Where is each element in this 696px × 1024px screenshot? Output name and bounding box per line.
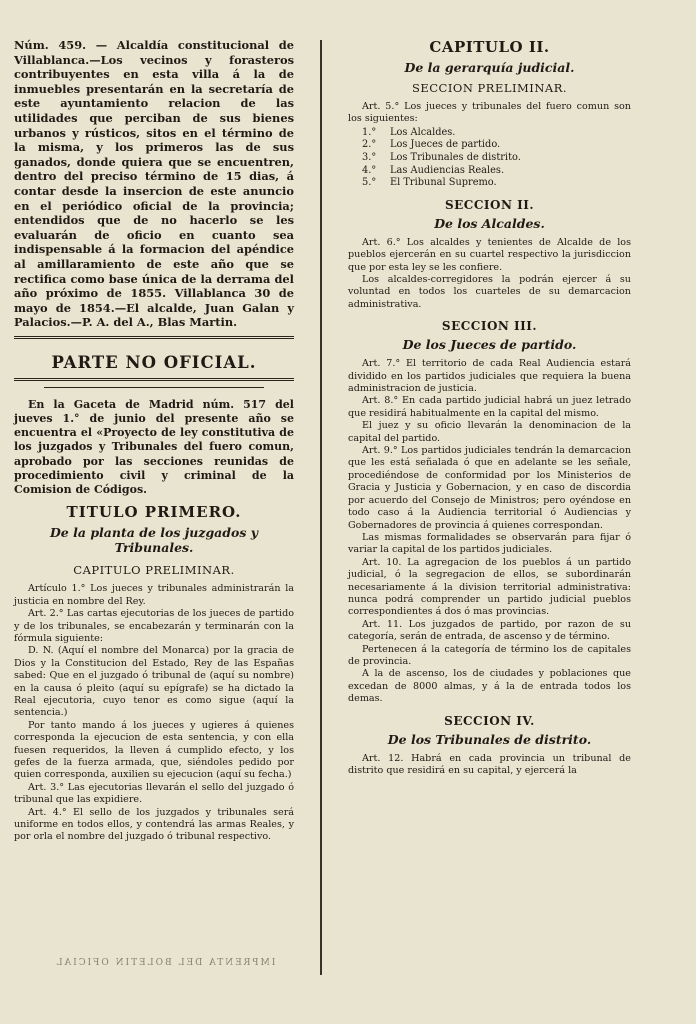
list-number: 2.°: [362, 139, 377, 151]
article-3: Art. 3.° Las ejecutorias llevarán el sello del juzgado ó tribunal que las expidiere.: [14, 781, 294, 806]
titulo-subheading: De la planta de los juzgados y Tribunales.: [49, 525, 259, 556]
formula-part-2: Por tanto mando á los jueces y ugieres á quienes corresponda la ejecucion de esta sentencia, y con ella fuesen requeridos, la lleven á cumplido efecto, y los gefes de la fuerza armada, que, siéndoles pedido por quien corresponda, auxilien su ejecucion (aquí su fecha.): [14, 719, 294, 781]
seccion-ii-subheading: De los Alcaldes.: [434, 215, 545, 231]
article-9-continued: Las mismas formalidades se observarán para fijar ó variar la capital de los partidos judiciales.: [348, 531, 631, 556]
seccion-preliminar-heading: SECCION PRELIMINAR.: [411, 81, 568, 95]
article-4: Art. 4.° El sello de los juzgados y tribunales será uniforme en todos ellos, y contendrá las armas Reales, y por orla el nombre del juzgado ó tribunal respectivo.: [14, 806, 294, 843]
list-text: Los Alcaldes.: [390, 126, 456, 138]
printer-footer: IMPRENTA DEL BOLETIN OFICIAL: [54, 958, 276, 968]
list-number: 4.°: [362, 164, 377, 176]
article-2: Art. 2.° Las cartas ejecutorias de los jueces de partido y de los tribunales, se encabezarán y terminarán con la fórmula siguiente:: [14, 608, 294, 644]
article-7: Art. 7.° El territorio de cada Real Audiencia estará dividido en los partidos judiciales que requiera la buena administracion de justicia.: [348, 358, 631, 395]
list-item: [362, 152, 631, 165]
article-11-continued: Pertenecen á la categoría de término los de capitales de provincia.: [348, 643, 631, 667]
gaceta-intro: En la Gaceta de Madrid núm. 517 del jueves 1.° de junio del presente año se encuentra el «Proyecto de ley constitutiva de los juzgados y Tribunales del fuero comun, aprobado por las secciones reunidas de procedimiento civil y criminal de la Comision de Códigos.: [14, 397, 294, 497]
seccion-ii-heading: SECCION II.: [444, 197, 535, 212]
capitulo-ii-subheading: De la gerarquía judicial.: [404, 60, 575, 75]
list-number: 5.°: [362, 177, 377, 189]
article-1: Artículo 1.° Los jueces y tribunales administrarán la justicia en nombre del Rey.: [14, 583, 294, 607]
short-rule: [44, 387, 264, 388]
list-text: Los Tribunales de distrito.: [390, 152, 521, 163]
section-divider: [14, 336, 294, 339]
article-5: Art. 5.° Los jueces y tribunales del fuero comun son los siguientes:: [348, 101, 631, 125]
article-8-continued: El juez y su oficio llevarán la denominacion de la capital del partido.: [348, 420, 631, 444]
article-9: Art. 9.° Los partidos judiciales tendrán la demarcacion que les está señalada ó que en adelante se les señale, procediéndose de conformidad por los Ministerios de Gracia y Justicia y Gobernacion, y en caso de discordia por acuerdo del Consejo de Ministros; pero oyéndose en todo caso á la Audiencia territorial ó Audiencias y Gobernadores de provincia á quienes correspondan.: [348, 445, 631, 531]
list-text: Las Audiencias Reales.: [390, 164, 505, 176]
list-item: [362, 127, 631, 140]
seccion-iii-heading: SECCION III.: [441, 319, 538, 334]
list-text: Los Jueces de partido.: [390, 139, 501, 151]
left-column: [14, 38, 294, 844]
list-item: [362, 177, 631, 190]
seccion-iv-subheading: De los Tribunales de distrito.: [387, 731, 592, 747]
list-number: 3.°: [362, 152, 377, 163]
parte-no-oficial-heading: PARTE NO OFICIAL.: [51, 352, 257, 372]
villablanca-notice: Núm. 459. — Alcaldía constitucional de Villablanca.—Los vecinos y forasteros contribuyentes en esta villa á la de inmuebles presentarán en la secretaría de este ayuntamiento relacion de las utilidades que perciban de sus bienes urbanos y rústicos, sitos en el término de la misma, y los primeros las de sus ganados, donde quiera que se encuentren, dentro del preciso término de 15 dias, á contar desde la insercion de este anuncio en el periódico oficial de la provincia; entendidos que de no hacerlo se les evaluarán de oficio en cuanto sea indispensable á la formacion del apéndice al amillaramiento de este año que se rectifica como base única de la derrama del año próximo de 1855. Villablanca 30 de mayo de 1854.—El alcalde, Juan Galan y Palacios.—P. A. del A., Blas Martin.: [14, 38, 294, 330]
article-6: Art. 6.° Los alcaldes y tenientes de Alcalde de los pueblos ejercerán en su cuartel respectivo la jurisdiccion que por esta ley se les confiere.: [348, 236, 631, 273]
courts-list: [362, 127, 631, 190]
article-12: Art. 12. Habrá en cada provincia un tribunal de distrito que residirá en su capital, y ejercerá la: [348, 752, 631, 776]
article-6-continued: Los alcaldes-corregidores la podrán ejercer á su voluntad en todos los cuarteles de su demarcacion administrativa.: [348, 274, 631, 310]
article-10: Art. 10. La agregacion de los pueblos á un partido judicial, ó la segregacion de ellos, se subordinarán necesariamente á la division territorial administrativa: nunca podrá comprender un partido judicial pueblos correspondientes á dos ó mas provincias.: [348, 556, 631, 618]
article-11: Art. 11. Los juzgados de partido, por razon de su categoría, serán de entrada, de ascenso y de término.: [348, 618, 631, 643]
list-item: [362, 139, 631, 152]
column-divider: [320, 40, 322, 975]
capitulo-preliminar-heading: CAPITULO PRELIMINAR.: [73, 563, 235, 578]
capitulo-ii-heading: CAPITULO II.: [429, 38, 550, 56]
seccion-iv-heading: SECCION IV.: [444, 713, 535, 728]
list-item: [362, 165, 631, 178]
formula-part-1: D. N. (Aquí el nombre del Monarca) por la gracia de Dios y la Constitucion del Estado, Rey de las Españas sabed: Que en el juzgado ó tribunal de (aquí su nombre) en la causa ó pleito (aquí su epígrafe) se ha dictado la Real ejecutoria, cuyo tenor es como sigue (aquí la sentencia.): [14, 645, 294, 719]
right-column: [348, 38, 631, 777]
list-text: El Tribunal Supremo.: [390, 177, 497, 189]
article-11-continued-2: A la de ascenso, los de ciudades y poblaciones que excedan de 8000 almas, y á la de entrada todos los demas.: [348, 668, 631, 705]
list-number: 1.°: [362, 126, 377, 138]
titulo-primero-heading: TITULO PRIMERO.: [66, 503, 242, 522]
seccion-iii-subheading: De los Jueces de partido.: [402, 337, 577, 353]
article-8: Art. 8.° En cada partido judicial habrá un juez letrado que residirá habitualmente en la capital del mismo.: [348, 395, 631, 419]
section-divider-lower: [14, 378, 294, 381]
